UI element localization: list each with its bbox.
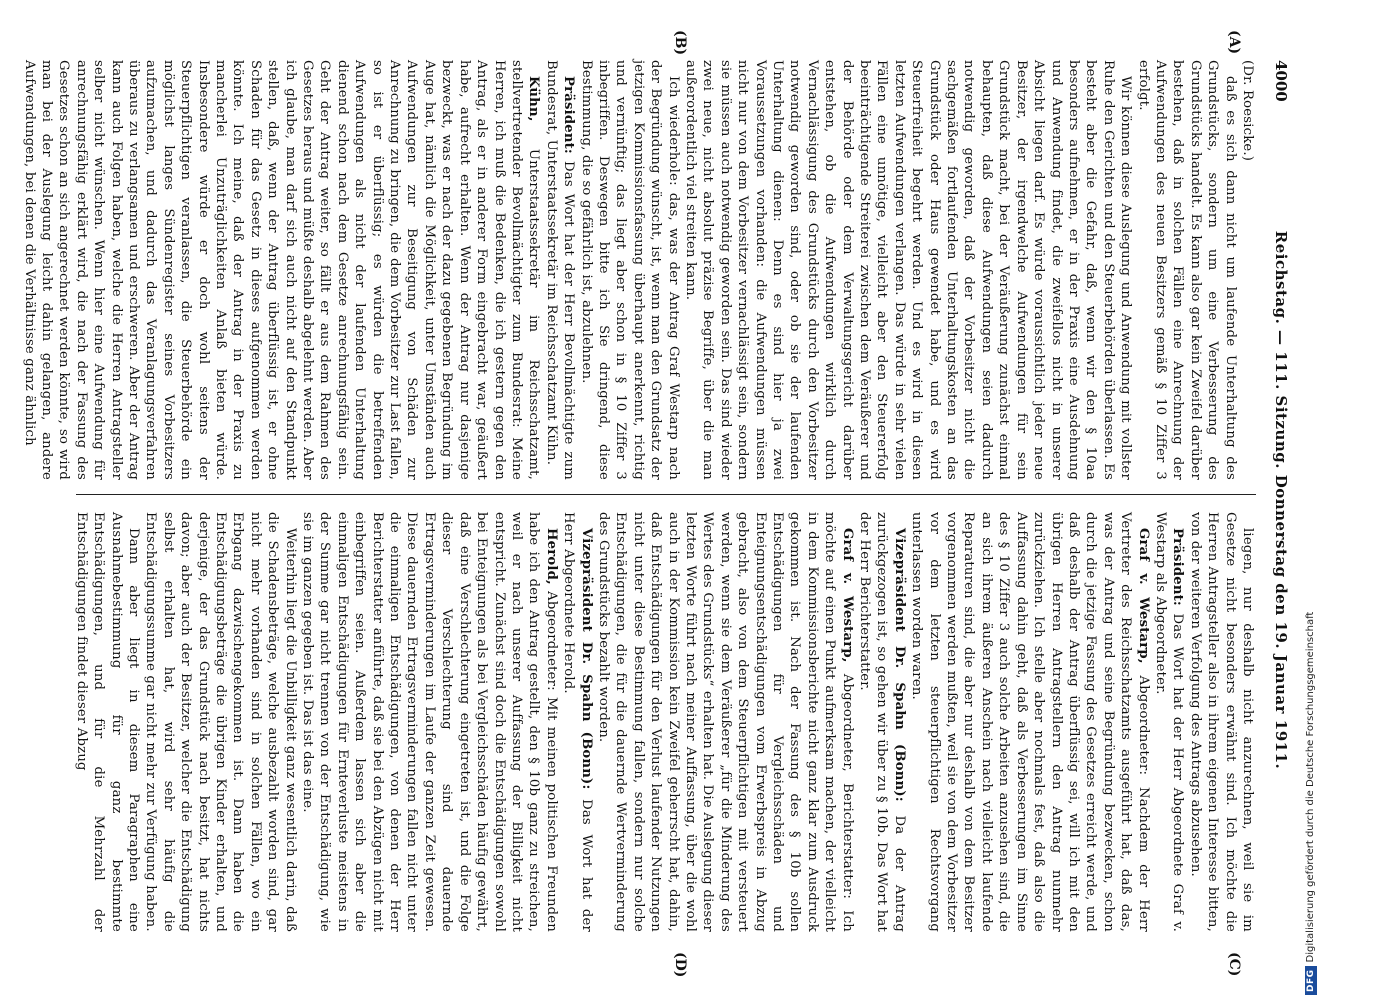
speech-paragraph bbox=[595, 512, 856, 932]
text-paragraph: Wir können diese Auslegung und Anwendung mit vollster Ruhe den Gerichten und den Steuerbehörden überlassen. Es besteht aber die Gefahr, daß, wenn wir den § 10aa besonders aufnehmen, er in der Praxis eine Ausdehnung und Anwendung findet, die zweifellos nicht in unserer Absicht liegen darf. Es würde voraussichtlich jeder neue Besitzer, der irgendwelche Aufwendungen für sein Grundstück macht, bei der Veräußerung zunächst einmal behaupten, daß diese Aufwendungen seien dadurch notwendig geworden, daß der Vorbesitzer nicht die sachgemäßen fortlaufenden Unterhaltungskosten an das Grundstück oder Haus gewendet habe, und es wird Steuerfreiheit begehrt werden. Und es wird in diesen letzten Aufwendungen verlangen. Das würde in sehr vielen Fällen eine unnötige, vielleicht aber den Steuererfolg beeinträchtigende Streiterei zwischen dem Veräußerer und der Behörde oder dem Verwaltungsgericht darüber entstehen, ob die Aufwendungen wirklich durch Vernachlässigung des Grundstücks durch den Vorbesitzer notwendig geworden sind, oder ob sie der laufenden Unterhaltung dienen: Denn es sind hier ja zwei Voraussetzungen vorhanden: die Aufwendungen müssen nicht nur von dem Vorbesitzer vernachlässigt sein, sondern sie müssen auch notwendig geworden sein. Das sind wieder zwei neue, nicht absolut präzise Begriffe, über die man außerordentlich viel streiten kann. bbox=[683, 60, 1134, 480]
margin-marker-c: (C) bbox=[1226, 952, 1242, 977]
dfg-logo: DFG bbox=[1305, 966, 1317, 995]
speech-paragraph bbox=[856, 512, 908, 932]
text-paragraph: Dann aber liegt in diesem Paragraphen eine Ausnahmebestimmung für ganz bestimmte Entschädigungen, und für die Mehrzahl der Entschädigungen findet dieser Abzug bbox=[73, 512, 141, 932]
speech-text: Abgeordneter: Nachdem der Herr Vertreter des Reichsschatzamts ausgeführt hat, daß das, was der Antrag und seine Begründung bezwecken, schon durch die jetzige Fassung des Gesetzes erreicht werde, und daß deshalb der Antrag überflüssig sei, will ich mit den übrigen Herren Antragstellern den Antrag nunmehr zurückziehen. Ich stelle aber nochmals fest, daß also die Auffassung dahin geht, daß als Verbesserungen im Sinne des § 10 Ziffer 3 auch solche Arbeiten anzusehen sind, die an sich ihrem äußeren Anschein nach vielleicht laufende Reparaturen sind, die aber nur deshalb von dem Besitzer vorgenommen werden mußten, weil sie von dem Vorbesitzer vor dem letzten steuerpflichtigen Rechtsvorgang unterlassen worden waren. bbox=[909, 512, 1151, 932]
speech-text: Abgeordneter, Berichterstatter: Ich möchte auf einen Punkt aufmerksam machen, der vielleicht in dem Kommissionsberichte nicht ganz klar zum Ausdruck gekommen ist. Nach der Fassung des § 10b sollen Entschädigungen für Vergleichsschäden und Enteignungsentschädigungen vom Erwerbspreis in Abzug gebracht, also von dem Steuerpflichtigen mit versteuert werden, wenn sie dem Veräußerer „für die Minderung des Wertes des Grundstücks“ erhalten hat. Die Auslegung dieser letzten Worte führt nach meiner Auffassung, über die wohl auch in der Kommission kein Zweifel geherrscht hat, dahin, daß Entschädigungen für den Verlust laufender Nutzungen nicht unter diese Bestimmung fallen, sondern nur solche Entschädigungen, die für die dauernde Wertverminderung des Grundstücks bezahlt worden. bbox=[595, 512, 855, 932]
text-paragraph: Ich wiederhole: das, was der Antrag Graf Westarp nach der Begründung wünscht, ist, wenn man den Grundsatz der jetzigen Kommissionsfassung überhaupt anerkennt, richtig und vernünftig; das liegt aber schon in § 10 Ziffer 3 inbegriffen. Deswegen bitte ich Sie dringend, diese Bestimmung, die so gefährlich ist, abzulehnen. bbox=[578, 60, 681, 480]
speaker-name: Vizepräsident Dr. Spahn (Bonn): bbox=[891, 528, 907, 802]
text-paragraph: liegen, nur deshalb nicht anzurechnen, weil sie im Gesetze nicht besonders erwähnt sind. Ich möchte die Herren Antragsteller also in ihrem eigenen Interesse bitten, von der weiteren Verfolgung des Antrags abzusehen. bbox=[1187, 512, 1255, 932]
speaker-name: Herold, bbox=[543, 528, 559, 585]
margin-marker-a: (A) bbox=[1226, 30, 1242, 55]
speaker-reference: (Dr. Roesicke.) bbox=[1240, 60, 1255, 162]
digitization-credit bbox=[1305, 0, 1383, 1000]
page-title: Reichstag. — 111. Sitzung. Donnerstag den 19. Januar 1911. bbox=[1272, 230, 1290, 770]
margin-marker-b: (B) bbox=[672, 30, 688, 56]
speech-paragraph bbox=[299, 512, 560, 932]
speech-text: Abgeordneter: Mit meinen politischen Freunden habe ich den Antrag gestellt, den § 10b ganz zu streichen, weil er nach unserer Auffassung der Billigkeit nicht entspricht. Zunächst sind doch die Entschädigungen sowohl bei Enteignungen als bei Vergleichsschäden häufig gewährt, daß eine Verschlechterung eingetreten ist, und die Folge dieser Verschlechterung sind dauernde Ertragsverminderungen im Laufe der ganzen Zeit gewesen. Diese dauernden Ertragsverminderungen fallen nicht unter die einmaligen Entschädigungen, von denen der Herr Berichterstatter anführte, daß sie bei den Abzügen nicht mit einbegriffen seien. Außerdem lassen sich aber die einmaligen Entschädigungen für Ernteverluste meistens in der Summe gar nicht trennen von der Entschädigung, wie sie im ganzen gegeben ist. Das ist das eine. bbox=[300, 512, 559, 932]
margin-marker-d: (D) bbox=[672, 952, 688, 978]
speaker-name: Vizepräsident Dr. Spahn (Bonn): bbox=[578, 528, 594, 790]
speaker-name: Präsident: bbox=[561, 76, 577, 155]
page-number: 4000 bbox=[1272, 60, 1290, 102]
speech-text: Da der Antrag zurückgezogen ist, so gehen wir über zu § 10b. Das Wort hat der Herr Berichterstatter. bbox=[857, 512, 907, 932]
speech-paragraph bbox=[560, 512, 595, 932]
text-paragraph: Weiterhin liegt die Unbilligkeit ganz wesentlich darin, daß die Schadensbeträge, welche ausbezahlt worden sind, gar nicht mehr vorhanden sind in solchen Fällen, wo ein Erbgang dazwischengekommen ist. Dann haben die Entschädigungsbeträge die übrigen Kinder erhalten, und derjenige, der das Grundstück nach besitzt, hat nichts davon; aber auch der Besitzer, welcher die Entschädigung selbst erhalten hat, wird sehr häufig die Entschädigungssumme gar nicht mehr zur Verfügung haben. bbox=[143, 512, 298, 932]
speech-text: Das Wort hat der Herr Abgeordnete Graf v. Westarp als Abgeordneter. bbox=[1152, 512, 1186, 932]
column-divider bbox=[76, 494, 1256, 495]
speech-text: Unterstaatssekretär im Reichsschatzamt, stellvertretender Bevollmächtigter zum Bundesrat: Meine Herren, ich muß die Bedenken, die ich gestern gegen den Antrag, als er in anderer Form eingebracht war, geäußert habe, aufrecht erhalten. Wenn der Antrag nur dasjenige bezweckt, was er nach der dazu gegebenen Begründung im Auge hat, nämlich die Möglichkeit, unter Umständen auch Aufwendungen zur Beseitigung von Schäden zur Anrechnung zu bringen, die dem Vorbesitzer zur Last fallen, so ist er überflüssig; es würden die betreffenden Aufwendungen als nicht der laufenden Unterhaltung dienend schon nach dem Gesetze anrechnungsfähig sein. Geht der Antrag weiter, so fällt er aus dem Rahmen des Gesetzes heraus und müßte deshalb abgelehnt werden. Aber ich glaube, man darf sich auch nicht auf den Standpunkt stellen, daß, wenn der Antrag überflüssig ist, er ohne Schaden für das Gesetz in dieses aufgenommen werden könnte. Ich meine, daß der Antrag in der Praxis zu mancherlei Unzuträglichkeiten Anlaß bieten würde. Insbesondere würde er doch wohl seitens der Steuerpflichtigen veranlassen, die Steuerbehörde ein möglichst langes Sündenregister seines Vorbesitzers aufzumachen, und dadurch das Veranlagungsverfahren überaus zu verlangsamen und erschweren. Aber der Antrag kann auch Folgen haben, welche die Herren Antragsteller selber nicht wünschen. Wenn hier eine Aufwendung für anrechnungsfähig erklärt wird, die nach der Fassung des Gesetzes schon an sich angerechnet werden könnte, so wird man bei der Auslegung leicht dahin gelangen, andere Aufwendungen, bei denen die Verhältnisse ganz ähnlich bbox=[21, 60, 542, 480]
speaker-name: Graf v. Westarp, bbox=[839, 528, 855, 663]
speaker-name: Kühn, bbox=[526, 76, 542, 122]
speech-text: Das Wort hat der Herr Bevollmächtigte zum Bundesrat, Unterstaatssekretär im Reichsschatzamt Kühn. bbox=[543, 60, 577, 480]
page-header bbox=[1266, 60, 1290, 940]
speech-paragraph bbox=[20, 60, 542, 480]
speech-paragraph bbox=[908, 512, 1152, 932]
speech-text: Das Wort hat der Herr Abgeordnete Herold. bbox=[561, 512, 594, 932]
left-column bbox=[21, 60, 1256, 480]
text-paragraph: daß es sich dann nicht um laufende Unterhaltung des Grundstücks, sondern um eine Verbesserung des Grundstücks handelt. Es kann also gar kein Zweifel darüber bestehen, daß in solchen Fällen eine Anrechnung der Aufwendungen des neuen Besitzers gemäß § 10 Ziffer 3 erfolgt. bbox=[1135, 60, 1238, 480]
speech-paragraph bbox=[542, 60, 577, 480]
speaker-name: Präsident: bbox=[1170, 528, 1186, 607]
speaker-name: Graf v. Westarp, bbox=[1135, 528, 1151, 664]
right-column bbox=[73, 512, 1256, 932]
speech-paragraph bbox=[1152, 512, 1187, 932]
digitization-credit-text: Digitalisierung gefördert durch die Deutsche Forschungsgemeinschaft bbox=[1305, 611, 1316, 963]
